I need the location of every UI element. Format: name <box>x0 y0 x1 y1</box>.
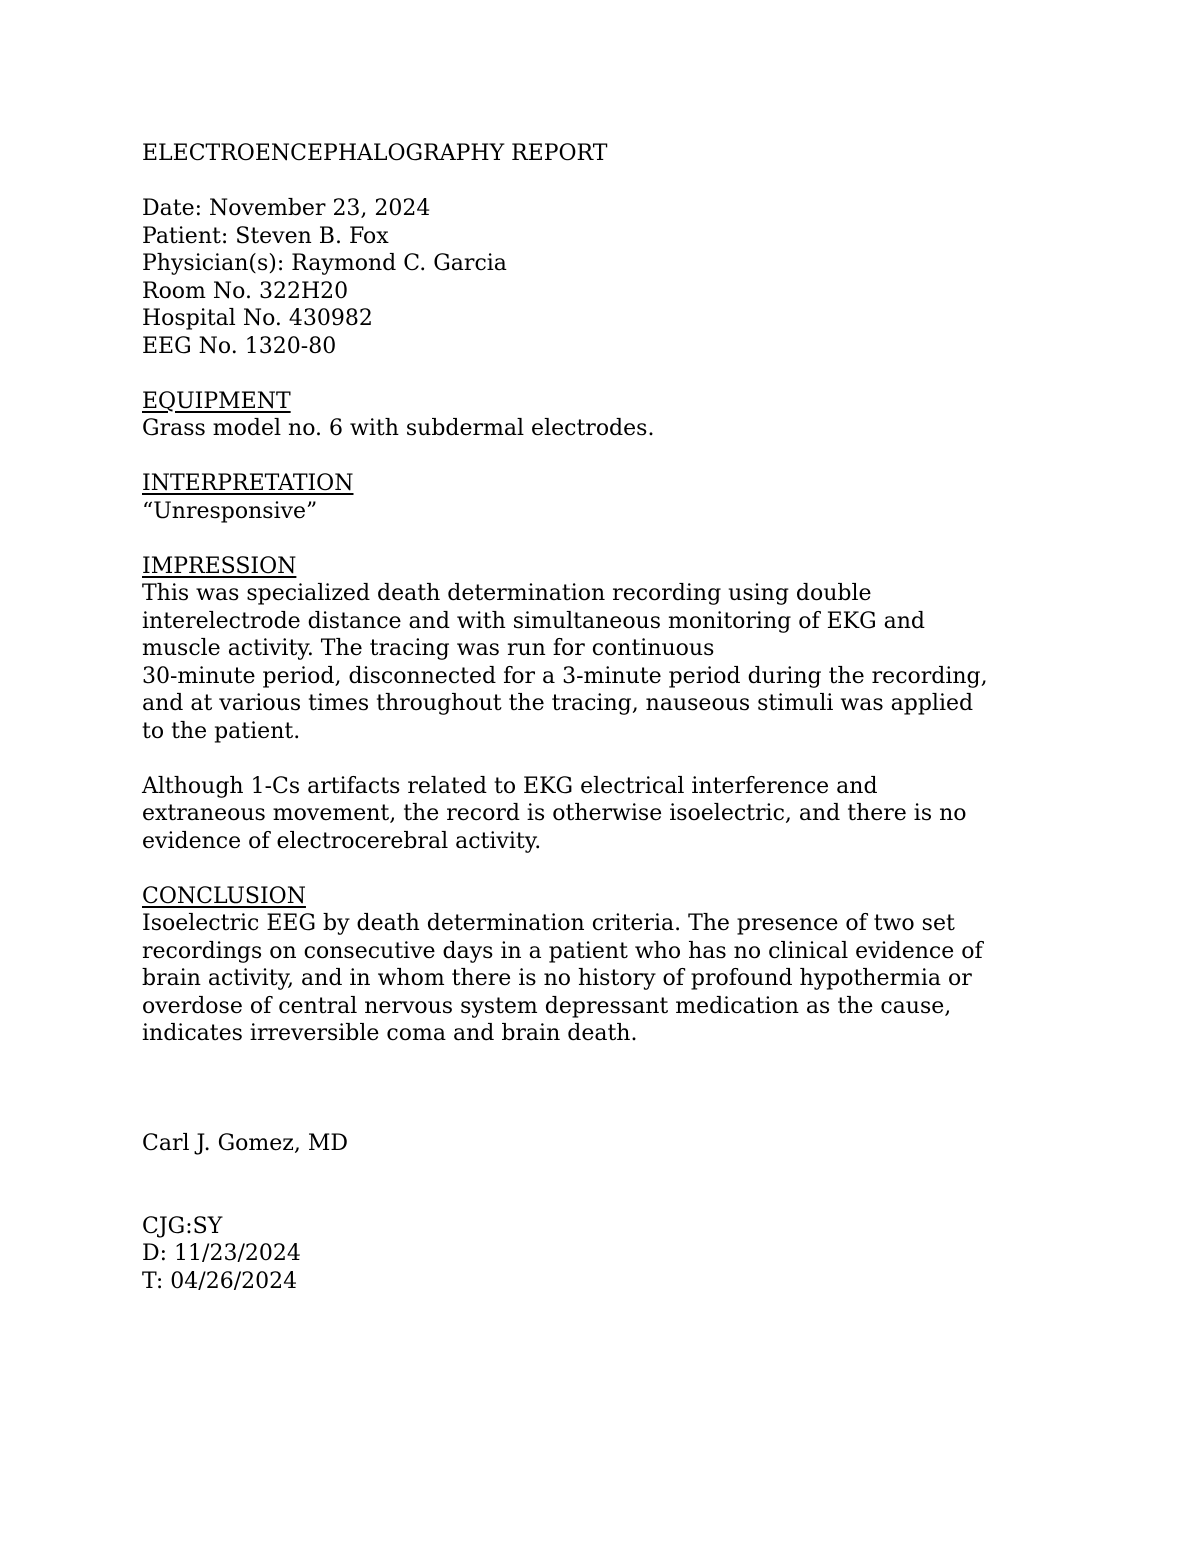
conclusion-line: overdose of central nervous system depressant medication as the cause, <box>142 993 952 1019</box>
report-document <box>142 140 1102 1295</box>
impression-line: muscle activity. The tracing was run for continuous <box>142 636 715 661</box>
impression-line: extraneous movement, the record is otherwise isoelectric, and there is no <box>142 801 967 826</box>
spacer <box>142 525 1102 553</box>
hospital-number-line: Hospital No. 430982 <box>142 306 373 331</box>
equipment-heading: EQUIPMENT <box>142 388 291 414</box>
impression-section <box>142 553 1102 856</box>
physician-line: Physician(s): Raymond C. Garcia <box>142 251 507 276</box>
patient-header <box>142 195 1102 360</box>
conclusion-line: indicates irreversible coma and brain death. <box>142 1021 638 1046</box>
impression-line: This was specialized death determination recording using double <box>142 581 872 606</box>
conclusion-line: recordings on consecutive days in a patient who has no clinical evidence of <box>142 938 983 964</box>
spacer <box>142 443 1102 471</box>
conclusion-line: Isoelectric EEG by death determination criteria. The presence of two set <box>142 911 955 936</box>
interpretation-heading: INTERPRETATION <box>142 471 354 496</box>
spacer <box>142 360 1102 388</box>
conclusion-line: brain activity, and in whom there is no history of profound hypothermia or <box>142 966 972 991</box>
interpretation-section <box>142 470 1102 525</box>
initials-line: CJG:SY <box>142 1213 223 1239</box>
signature: Carl J. Gomez, MD <box>142 1131 349 1156</box>
equipment-text: Grass model no. 6 with subdermal electrodes. <box>142 416 655 441</box>
transcribed-date-line: T: 04/26/2024 <box>142 1268 298 1294</box>
impression-line: to the patient. <box>142 718 301 744</box>
spacer <box>142 1158 1102 1213</box>
conclusion-heading: CONCLUSION <box>142 883 306 909</box>
spacer <box>142 855 1102 883</box>
spacer <box>142 1048 1102 1103</box>
interpretation-text: “Unresponsive” <box>142 498 318 524</box>
impression-line: evidence of electrocerebral activity. <box>142 828 542 854</box>
spacer <box>142 168 1102 196</box>
patient-line: Patient: Steven B. Fox <box>142 223 389 249</box>
report-title: ELECTROENCEPHALOGRAPHY REPORT <box>142 141 608 166</box>
impression-line: Although 1-Cs artifacts related to EKG electrical interference and <box>142 773 878 799</box>
room-line: Room No. 322H20 <box>142 278 349 304</box>
date-line: Date: November 23, 2024 <box>142 196 431 221</box>
spacer <box>142 1103 1102 1131</box>
transcription-footer <box>142 1213 1102 1296</box>
impression-line: and at various times throughout the tracing, nauseous stimuli was applied <box>142 691 974 716</box>
impression-line: 30-minute period, disconnected for a 3-minute period during the recording, <box>142 663 988 689</box>
impression-line: interelectrode distance and with simultaneous monitoring of EKG and <box>142 608 926 634</box>
spacer <box>142 745 1102 773</box>
dictated-date-line: D: 11/23/2024 <box>142 1241 301 1266</box>
equipment-section <box>142 388 1102 443</box>
conclusion-section <box>142 883 1102 1048</box>
eeg-number-line: EEG No. 1320-80 <box>142 333 337 359</box>
impression-heading: IMPRESSION <box>142 553 297 579</box>
